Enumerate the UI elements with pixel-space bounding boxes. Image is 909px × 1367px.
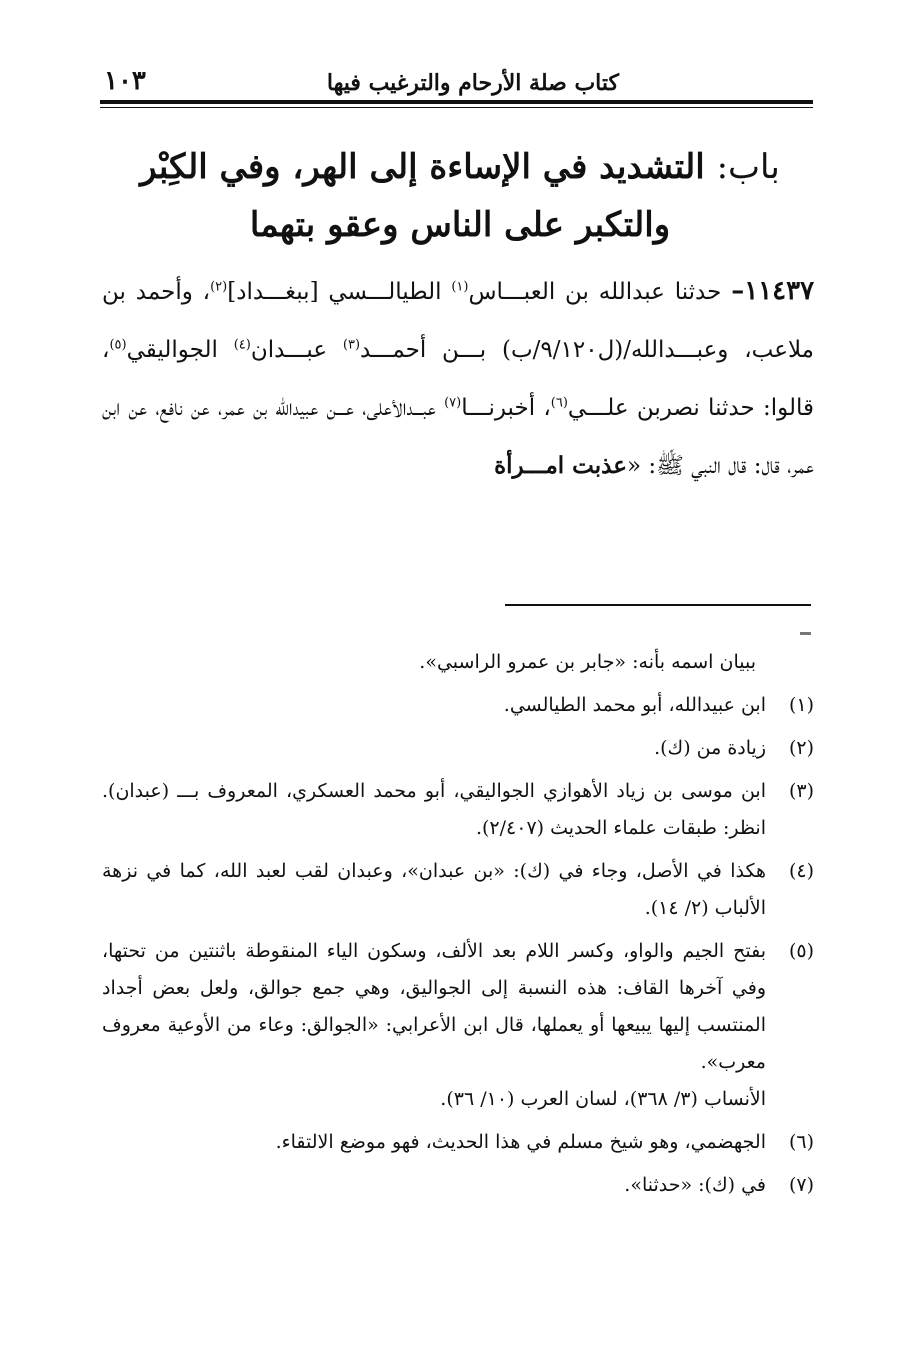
- footnote-source: الأنساب (٣/ ٣٦٨)، لسان العرب (١٠/ ٣٦).: [440, 1088, 766, 1110]
- footnote-item: [102, 1124, 814, 1161]
- footnote-continuation: ببيان اسمه بأنه: «جابر بن عمرو الراسبي».: [419, 651, 756, 673]
- footnote-number: (٤): [788, 860, 814, 882]
- hadith-text: ، قالوا: حدثنا نصربن علـــي: [102, 337, 814, 421]
- footnote-separator: [505, 604, 811, 606]
- header-rule-thin: [100, 107, 813, 108]
- footnote-text: في (ك): «حدثنا».: [624, 1174, 766, 1196]
- footnote-item: [102, 1167, 814, 1204]
- hadith-matn: عذبت امـــرأة: [494, 452, 627, 479]
- footnote-text: ابن موسى بن زياد الأهوازي الجواليقي، أبو محمد العسكري، المعروف بـــ (عبدان). انظر: طبقات علماء الحديث (٢/٤٠٧).: [102, 780, 766, 839]
- footnotes: [102, 644, 814, 1210]
- footnote-ref: (٤): [233, 337, 251, 353]
- footnote-item: [102, 730, 814, 767]
- hadith-text: ، وأحمد بن ملاعب، وعبـــدالله/(ل٩/١٢٠/ب) بـــن أحمـــد: [102, 279, 814, 363]
- footnote-ref: (٦): [550, 395, 568, 411]
- footnote-item: [102, 687, 814, 724]
- footnote-text: هكذا في الأصل، وجاء في (ك): «بن عبدان»، وعبدان لقب لعبد الله، كما في نزهة الألباب (٢/ ١٤).: [102, 860, 766, 919]
- footnote-text: بفتح الجيم والواو، وكسر اللام بعد الألف، وسكون الياء المنقوطة باثنتين من تحتها، وفي آخرها القاف: هذه النسبة إلى الجواليق، وهي جمع جوالق، ولعل بعض أجداد المنتسب إليها يبيعها أو يعملها، قال ابن الأعرابي: «الجوالق: وعاء من الأوعية معروف معرب».: [102, 940, 766, 1073]
- footnote-item: [102, 853, 814, 927]
- footnote-number: (٧): [788, 1174, 814, 1196]
- footnote-continuation-mark: [800, 632, 811, 635]
- footnote-ref: (١): [451, 279, 469, 295]
- footnote-ref: (٥): [109, 337, 127, 353]
- footnote-number: (٢): [788, 737, 814, 759]
- footnote-item: [102, 933, 814, 1118]
- footnote-text: ابن عبيدالله، أبو محمد الطيالسي.: [503, 694, 766, 716]
- hadith-text: حدثنا عبدالله بن العبـــاس: [468, 279, 722, 305]
- chapter-title-text: التشديد في الإساءة إلى الهر، وفي الكِبْر والتكبر على الناس وعقو بتهما: [140, 147, 705, 245]
- hadith-number: ١١٤٣٧: [744, 276, 815, 306]
- hadith-text: الطيالـــسي [ببغـــداد]: [227, 279, 442, 305]
- chapter-prefix: باب:: [716, 147, 780, 187]
- hadith-text: ، أخبرنـــا: [461, 395, 551, 421]
- footnote-text: الجهضمي، وهو شيخ مسلم في هذا الحديث، فهو موضع الالتقاء.: [275, 1131, 766, 1153]
- footnote-number: (١): [788, 694, 814, 716]
- footnote-item: [102, 773, 814, 847]
- hadith-text: عبـــدان: [250, 337, 328, 363]
- hadith-text: الجواليقي: [126, 337, 218, 363]
- footnote-ref: (٧): [444, 395, 462, 411]
- hadith-paragraph: [102, 262, 814, 495]
- footnote-ref: (٣): [342, 337, 361, 353]
- running-header-title: كتاب صلة الأرحام والترغيب فيها: [326, 70, 619, 96]
- footnote-number: (٦): [788, 1131, 814, 1153]
- footnote-ref: (٢): [210, 279, 228, 295]
- header-rule-thick: [100, 100, 813, 104]
- footnote-text: زيادة من (ك).: [654, 737, 766, 759]
- hadith-text: عبـــدالأعلى، عـــن عبيدالله بن عمر، عن نافع، عن ابن عمر، قال: قال النبي ﷺ: «: [102, 395, 814, 479]
- footnote-number: (٥): [788, 940, 814, 962]
- chapter-heading: [110, 138, 810, 254]
- hadith-dash: –: [731, 276, 745, 306]
- footnote-number: (٣): [788, 780, 814, 802]
- page-number: ١٠٣: [104, 66, 146, 96]
